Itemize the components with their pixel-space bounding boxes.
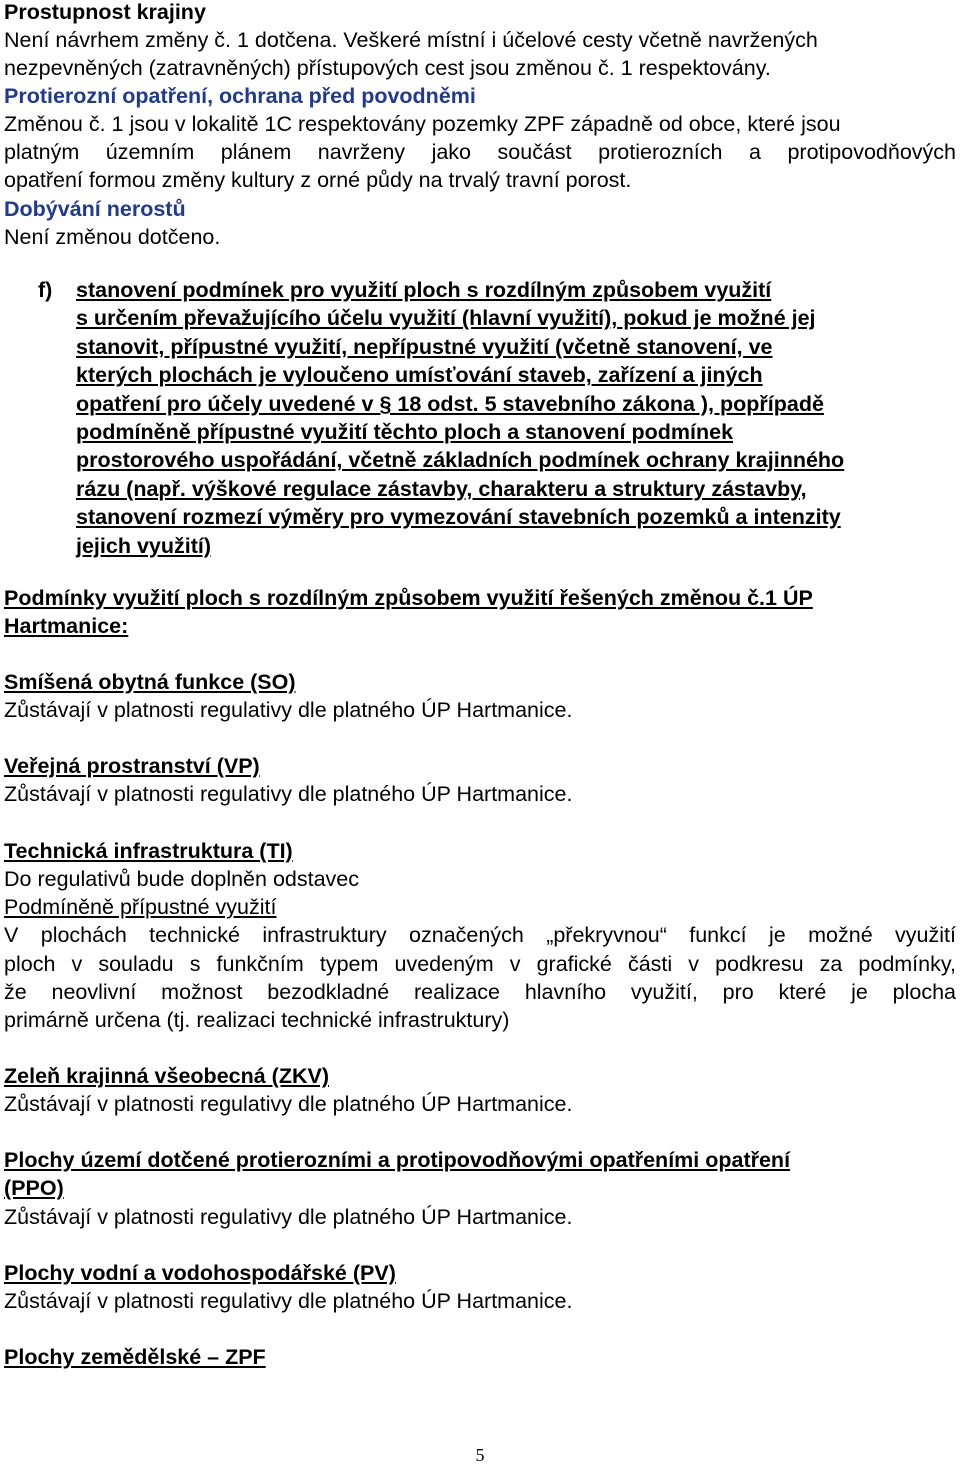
- heading-protierozni: Protierozní opatření, ochrana před povodněmi: [4, 84, 476, 108]
- heading-pv: Plochy vodní a vodohospodářské (PV): [4, 1261, 396, 1285]
- protierozni-line-3: opatření formou změny kultury z orné půdy na trvalý travní porost.: [4, 168, 632, 192]
- section-f-line: podmíněně přípustné využití těchto ploch a stanovení podmínek: [76, 420, 734, 445]
- section-f-marker: f): [38, 278, 53, 302]
- section-f-line: stanovení rozmezí výměry pro vymezování stavebních pozemků a intenzity: [76, 505, 841, 530]
- prostupnost-line-2: nezpevněných (zatravněných) přístupových cest jsou změnou č. 1 respektovány.: [4, 56, 771, 80]
- section-f-line: rázu (např. výškové regulace zástavby, charakteru a struktury zástavby,: [76, 476, 807, 501]
- section-f-line: prostorového uspořádání, včetně základních podmínek ochrany krajinného: [76, 448, 845, 473]
- heading-ti: Technická infrastruktura (TI): [4, 839, 293, 863]
- ti-line-1: Do regulativů bude doplněn odstavec: [4, 867, 360, 891]
- zkv-text: Zůstávají v platnosti regulativy dle platného ÚP Hartmanice.: [4, 1092, 573, 1116]
- section-f-line: opatření pro účely uvedené v § 18 odst. 5 stavebního zákona ), popřípadě: [76, 391, 824, 416]
- ti-subheading: Podmíněně přípustné využití: [4, 895, 277, 919]
- heading-dobyvani: Dobývání nerostů: [4, 197, 186, 221]
- heading-prostupnost: Prostupnost krajiny: [4, 0, 206, 24]
- dobyvani-text: Není změnou dotčeno.: [4, 225, 221, 249]
- prostupnost-line-1: Není návrhem změny č. 1 dotčena. Veškeré místní i účelové cesty včetně navržených: [4, 28, 818, 52]
- heading-ppo-line-2: (PPO): [4, 1176, 64, 1200]
- section-f-line: s určením převažujícího účelu využití (hlavní využití), pokud je možné jej: [76, 306, 816, 331]
- section-f-heading: [76, 276, 956, 560]
- vp-text: Zůstávají v platnosti regulativy dle platného ÚP Hartmanice.: [4, 782, 573, 806]
- ppo-text: Zůstávají v platnosti regulativy dle platného ÚP Hartmanice.: [4, 1205, 573, 1229]
- section-f-line: stanovit, přípustné využití, nepřípustné využití (včetně stanovení, ve: [76, 334, 773, 359]
- protierozni-line-2: platným územním plánem navrženy jako součást protierozních a protipovodňových: [4, 140, 956, 164]
- podminky-heading-line-1: Podmínky využití ploch s rozdílným způsobem využití řešených změnou č.1 ÚP: [4, 586, 813, 610]
- ti-paragraph-line-4: primárně určena (tj. realizaci technické infrastruktury): [4, 1008, 510, 1032]
- section-f-line: kterých plochách je vyloučeno umísťování staveb, zařízení a jiných: [76, 363, 763, 388]
- ti-paragraph-line-2: ploch v souladu s funkčním typem uvedeným v grafické části v podkresu za podmínky,: [4, 952, 956, 976]
- pv-text: Zůstávají v platnosti regulativy dle platného ÚP Hartmanice.: [4, 1289, 573, 1313]
- heading-vp: Veřejná prostranství (VP): [4, 754, 260, 778]
- section-f-line: stanovení podmínek pro využití ploch s rozdílným způsobem využití: [76, 278, 772, 302]
- page-number: 5: [475, 1445, 485, 1465]
- so-text: Zůstávají v platnosti regulativy dle platného ÚP Hartmanice.: [4, 698, 573, 722]
- ti-paragraph-line-3: že neovlivní možnost bezodkladné realizace hlavního využití, pro které je plocha: [4, 980, 956, 1004]
- heading-ppo-line-1: Plochy území dotčené protierozními a protipovodňovými opatřeními opatření: [4, 1148, 791, 1172]
- heading-zkv: Zeleň krajinná všeobecná (ZKV): [4, 1064, 329, 1088]
- heading-so: Smíšená obytná funkce (SO): [4, 670, 296, 694]
- section-f-line: jejich využití): [76, 533, 212, 558]
- heading-zpf: Plochy zemědělské – ZPF: [4, 1345, 266, 1369]
- ti-paragraph-line-1: V plochách technické infrastruktury označených „překryvnou“ funkcí je možné využití: [4, 923, 956, 947]
- podminky-heading-line-2: Hartmanice:: [4, 614, 129, 638]
- protierozni-line-1: Změnou č. 1 jsou v lokalitě 1C respektovány pozemky ZPF západně od obce, které jsou: [4, 112, 841, 136]
